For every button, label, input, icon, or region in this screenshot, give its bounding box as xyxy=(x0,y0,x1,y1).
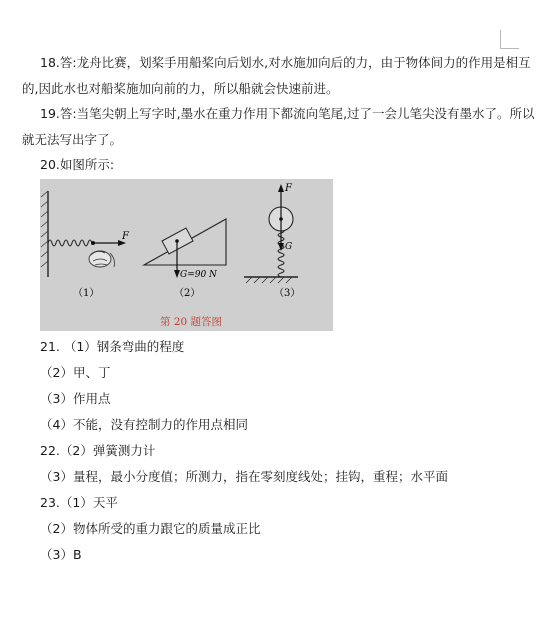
figure-3-ball-spring xyxy=(244,183,300,299)
answer-18-line-1: 18.答:龙舟比赛，划桨手用船桨向后划水,对水施加向后的力，由于物体间力的作用是相互 xyxy=(40,55,531,70)
answer-21-part-3: （3）作用点 xyxy=(40,391,111,406)
answer-21-part-1: 21. （1）钢条弯曲的程度 xyxy=(40,339,185,354)
answer-18-line-2: 的,因此水也对船桨施加向前的力，所以船就会快速前进。 xyxy=(22,81,339,96)
figure-2-gravity-label: G=90 N xyxy=(180,270,217,280)
answer-21-part-2: （2）甲、丁 xyxy=(40,365,111,380)
answer-21-part-4: （4）不能，没有控制力的作用点相同 xyxy=(40,417,248,432)
page-corner-mark xyxy=(500,30,519,49)
answer-23-part-3: （3）B xyxy=(40,547,82,562)
figure-caption: 第 20 题答图 xyxy=(160,316,223,328)
figure-3-force-label: F xyxy=(285,183,292,194)
figure-20 xyxy=(40,179,333,331)
answer-23-part-2: （2）物体所受的重力跟它的质量成正比 xyxy=(40,521,261,536)
figure-1-label: （1） xyxy=(73,288,100,299)
answer-23-part-1: 23.（1）天平 xyxy=(40,495,118,510)
answer-22-part-3: （3）量程，最小分度值；所测力，指在零刻度线处；挂钩，重程；水平面 xyxy=(40,469,448,484)
figure-2-incline xyxy=(144,219,226,299)
answer-19-line-1: 19.答:当笔尖朝上写字时,墨水在重力作用下都流向笔尾,过了一会儿笔尖没有墨水了。所以 xyxy=(40,106,535,121)
answer-22-part-2: 22.（2）弹簧测力计 xyxy=(40,443,156,458)
figure-3-label: （3） xyxy=(274,288,301,299)
figure-1-spring-hand xyxy=(41,191,130,299)
figure-1-force-label: F xyxy=(122,231,129,242)
answer-19-line-2: 就无法写出字了。 xyxy=(22,132,123,147)
figure-3-gravity-label: G xyxy=(285,242,293,252)
figure-2-label: （2） xyxy=(174,288,201,299)
answer-20-intro: 20.如图所示: xyxy=(40,157,115,172)
